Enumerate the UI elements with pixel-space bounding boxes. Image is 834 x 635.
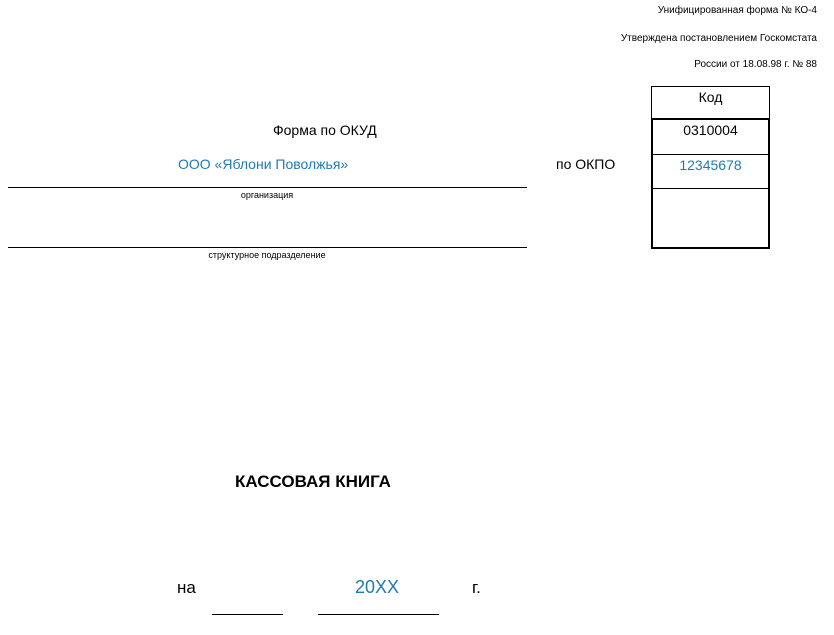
organization-name: ООО «Яблони Поволжья» [178,156,349,172]
okpo-label: по ОКПО [556,156,616,172]
department-rule [8,247,527,248]
decree-line: России от 18.08.98 г. № 88 [694,59,817,70]
year-prefix: на [177,578,196,597]
code-divider [653,188,768,189]
okud-code-cell: 0310004 [683,122,738,138]
organization-caption: организация [240,190,294,200]
okud-label: Форма по ОКУД [273,122,377,138]
year-rule [318,614,439,615]
okpo-code-cell: 12345678 [679,157,742,173]
code-table [651,118,770,249]
code-divider [653,154,768,155]
year-value: 20ХХ [355,577,400,597]
year-suffix: г. [472,578,481,597]
document-title: КАССОВАЯ КНИГА [235,472,391,491]
code-column-header: Код [651,86,770,118]
organization-rule [8,187,527,188]
department-caption: структурное подразделение [208,250,326,260]
form-number-line: Унифицированная форма № КО-4 [657,5,817,16]
blank-rule [212,614,283,615]
approval-line: Утверждена постановлением Госкомстата [620,33,817,44]
